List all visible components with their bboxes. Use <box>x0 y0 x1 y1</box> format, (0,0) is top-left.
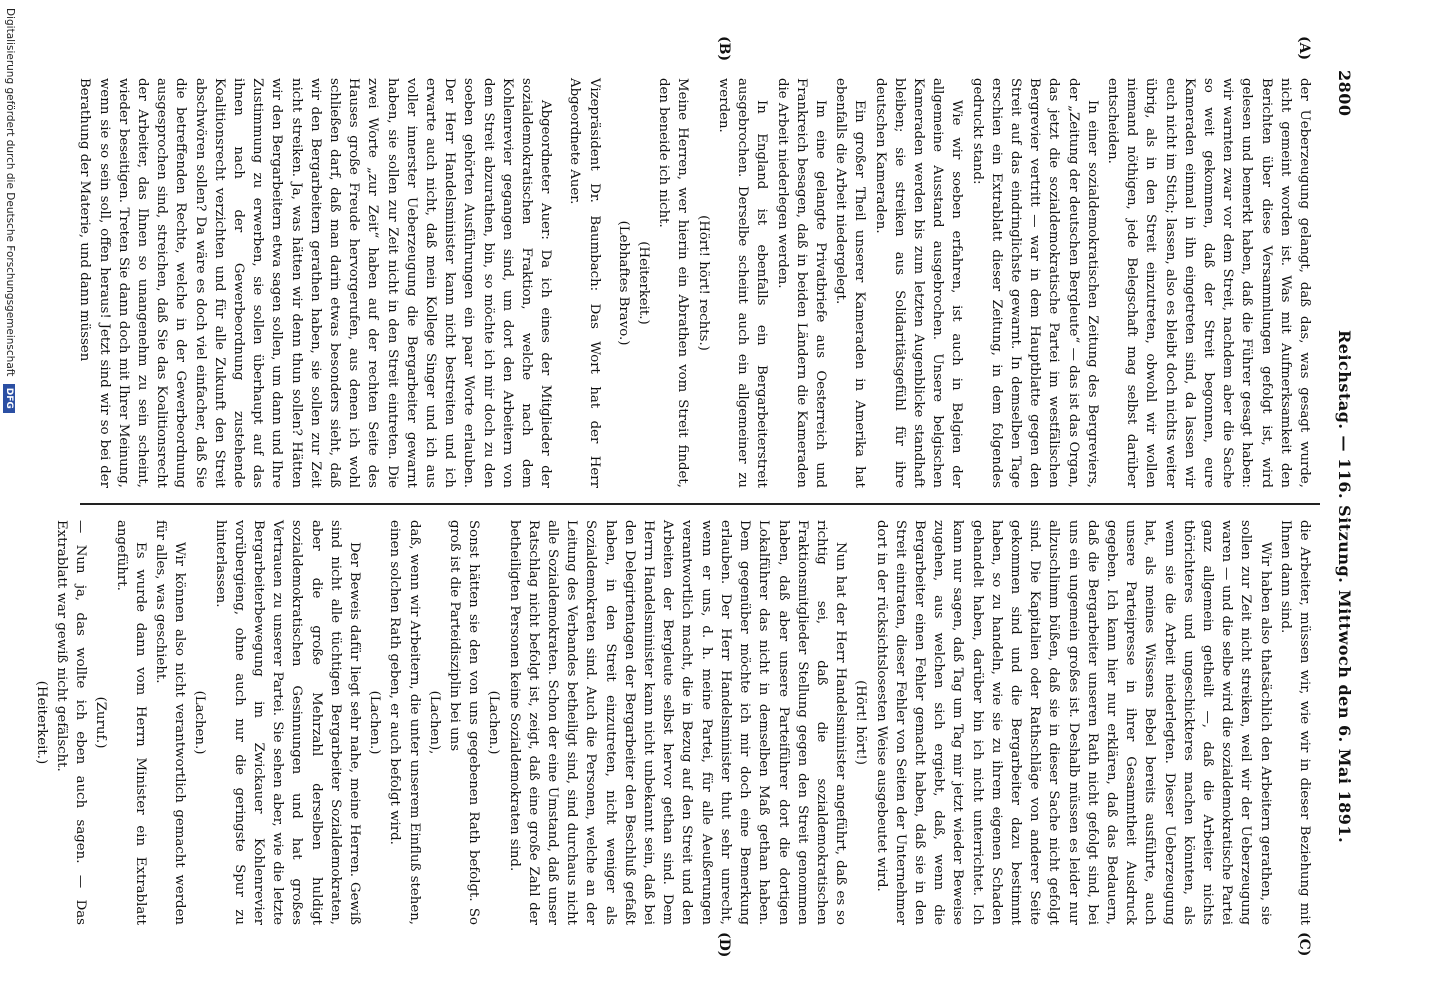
speaker-paragraph: Vizepräsident Dr. Baumbach: Das Wort hat der Herr Abgeordnete Auer. <box>567 78 602 488</box>
paragraph: Meine Herren, wer hierin ein Abrathen vom Streit findet, den beneide ich nicht. <box>656 78 691 488</box>
quoted-paragraph: Im eine gelangte Privatbriefe aus Oesterreich und Frankreich besagen, daß in beiden Ländern die Kameraden die Arbeit niederlegen werden. <box>774 78 828 488</box>
credit-text: Digitalisierung gefördert durch die Deutsche Forschungsgemeinschaft <box>4 8 16 377</box>
margin-marker-b: (B) <box>716 36 732 62</box>
speaker-paragraph: Abgeordneter Auer: Da ich eines der Mitglieder der sozialdemokratischen Fraktion, welche nach dem Kohlenrevier gegangen sind, um dort den Arbeitern von dem Streit abzurathen, bin, so möchte ich mir doch zu den soeben gehörten Ausführungen ein paar Worte erlauben. Der Herr Handelsminister kann nicht bestreiten und ich erwarte auch nicht, daß mein Kollege Singer und ich aus voller innerster Ueberzeugung die Bergarbeiter gewarnt haben, sie sollen zur Zeit nicht in den Streit eintreten. Die zwei Worte „zur Zeit“ haben auf der rechten Seite des Hauses große Freude hervorgerufen, aus denen ich wohl schließen darf, daß man darin etwas besonders sieht, daß wir den Bergarbeitern gerathen haben, sie sollen zur Zeit nicht streiken. Ja, was hätten wir denn thun sollen? Hätten wir den Bergarbeitern etwa sagen sollen, um dann und Ihre Zustimmung zu erwerben, sie sollen überhaupt auf das ihnen nach der Gewerbeordnung zustehende Koalitionsrecht verzichten und für alle Zukunft den Streit abschwören sollen? Da wäre es doch viel einfacher, daß Sie die betreffenden Rechte, welche in der Gewerbeordnung ausgesprochen sind, streichen, daß Sie das Koalitionsrecht der Arbeiter, das Ihnen so unangenehm zu sein scheint, wieder beseitigen. Treten Sie dann doch mit Ihrer Meinung, wenn sie so sein soll, offen heraus! Jetzt sind wir so bei der Berathung der Materie, und dann müssen <box>77 78 554 488</box>
paragraph: Sonst hätten sie den von uns gegebenen Rath befolgt. So groß ist die Parteidisziplin bei uns <box>447 520 482 925</box>
page-number: 2800 <box>1335 70 1354 117</box>
paragraph: der Ueberzeugung gelangt, daß das, was gesagt wurde, nicht gemeint worden ist. Was mit Aufmerksamkeit den Berichten über diese Versammlungen gefolgt ist, wird gelesen und bemerkt haben, daß die Führer gesagt haben: wir warnten zwar vor dem Streit, nachdem aber die Sache so weit gekommen, daß der Streit begonnen, eure Kameraden einmal in ihn eingetreten sind, da lassen wir euch nicht im Stich; lassen, also es bleibt doch nichts weiter übrig, als in den Streit einzutreten, obwohl wir wollen niemand nöthigen, jede Belegschaft mag selbst darüber entscheiden. <box>1104 78 1312 488</box>
left-column <box>74 78 1314 488</box>
margin-marker-c: (C) <box>1296 932 1312 957</box>
quoted-paragraph: Ein großer Theil unserer Kameraden in Amerika hat ebenfalls die Arbeit niedergelegt. <box>833 78 868 488</box>
paragraph: Es wurde dann vom Herrn Minister ein Extrablatt angeführt. <box>113 520 148 925</box>
interjection: (Lachen), <box>426 690 442 755</box>
margin-marker-d: (D) <box>716 932 732 958</box>
interjection: (Lachen.) <box>192 690 208 755</box>
paragraph: Wir können also nicht verantwortlich gemacht werden für alles, was geschieht. <box>153 520 188 925</box>
interjection: (Zuruf.) <box>93 696 109 749</box>
page-header-title: Reichstag. — 116. Sitzung. <box>1335 330 1354 584</box>
interjection: (Lebhaftes Bravo.) <box>615 220 631 346</box>
page-header-date: Mittwoch den 6. Mai 1891. <box>1335 590 1354 844</box>
margin-marker-a: (A) <box>1296 36 1312 61</box>
quoted-paragraph: In England ist ebenfalls ein Bergarbeiterstreit ausgebrochen. Derselbe scheint auch ein allgemeiner zu werden. <box>715 78 770 488</box>
interjection: (Lachen.) <box>486 690 502 755</box>
paragraph: Nun hat der Herr Handelsminister angeführt, daß es so richtig sei, daß die sozialdemokratischen Fraktionsmitglieder Stellung gegen den Streit genommen haben, daß aber unsere Parteiführer dort die dortigen Lokalführer das nicht in demselben Maß gethan haben. Dem gegenüber möchte ich mir doch eine Bemerkung erlauben. Der Herr Handelsminister thut sehr unrecht, wenn er uns, d. h. meine Partei, für alle Aeußerungen verantwortlich macht, die in Bezug auf den Streit und den Arbeiten der Bergleute selbst hervor gethan sind. Dem Herrn Handelsminister kann nicht unbekannt sein, daß bei den Delegirtentagen der Bergarbeiter den Beschluß gefaßt haben, in den Streit einzutreten, nicht weniger als Sozialdemokraten sind. Auch die Personen, welche an der Leitung des Verbandes betheiligt sind, sind durchaus nicht alle Sozialdemokraten. Schon der eine Umstand, daß unser Ratschlag nicht befolgt ist, zeigt, daß eine große Zahl der betheiligten Personen keine Sozialdemokraten sind. <box>506 520 849 925</box>
interjection: (Heiterkeit.) <box>636 241 652 325</box>
right-column <box>31 520 1314 925</box>
interjection: (Hört! hört!) <box>853 680 869 765</box>
dfg-logo: DFG <box>3 384 15 413</box>
paragraph: daß, wenn wir Arbeitern, die unter unserem Einfluß stehen, einen solchen Rath geben, er auch befolgt wird. <box>387 520 422 925</box>
interjection: (Lachen.) <box>367 690 383 755</box>
paragraph: die Arbeiter, müssen wir, wie wir in dieser Beziehung mit Ihnen dann sind. <box>1277 520 1312 925</box>
paragraph: In einer sozialdemokratischen Zeitung des Bergreviers, der „Zeitung der deutschen Bergleute“ — das ist das Organ, das jetzt die sozialdemokratische Partei im westfälischen Bergrevier vertritt — war in dem Hauptblatte gegen den Streit auf das eindringlichste gewarnt. In demselben Tage erschien ein Extrablatt dieser Zeitung, in dem folgendes gedruckt stand: <box>969 78 1100 488</box>
interjection: (Heiterkeit.) <box>33 680 49 765</box>
interjection: (Hört! hört! rechts.) <box>695 215 711 351</box>
digitization-credit <box>3 8 16 413</box>
paragraph: Der Beweis dafür liegt sehr nahe, meine Herren. Gewiß sind nicht alle tüchtigen Bergarbeiter Sozialdemokraten, aber die große Mehrzahl derselben huldigt sozialdemokratischen Gesinnungen und hat großes Vertrauen zu unserer Partei. Sie sehen aber, wie die letzte Bergarbeiterbewegung im Zwickauer Kohlenrevier vorübergieng, ohne auch nur die geringste Spur zu hinterlassen. <box>212 520 363 925</box>
quoted-paragraph: Wie wir soeben erfahren, ist auch in Belgien der allgemeine Ausstand ausgebrochen. Unsere belgischen Kameraden werden bis zum letzten Augenblicke standhaft bleiben; sie streiken aus Solidaritätsgefühl für ihre deutschen Kameraden. <box>872 78 965 488</box>
column-divider <box>80 503 1320 505</box>
paragraph: Wir haben also thatsächlich den Arbeitern gerathen, sie sollen zur Zeit nicht streiken, weil wir der Ueberzeugung waren — und die selbe wird die sozialdemokratische Partei ganz allgemein getheilt —, daß die Arbeiter nichts thörichteres und ungeschickteres machen könnten, als wenn sie die Arbeit niederlegten. Dieser Ueberzeugung hat, als meines Wissens Bebel bereits ausführte, auch unsere Parteipresse in ihrer Gesammtheit Ausdruck gegeben. Ich kann hier nur erklären, daß das Bedauern, daß die Bergarbeiter unseren Rath nicht gefolgt sind, bei uns ein ungemein großes ist. Deshalb müssen es leider nur allzuschlimm büßen, daß sie in dieser Sache nicht gefolgt sind. Die Kapitalien oder Rathschläge von anderer Seite gekommen sind und die Bergarbeiter dazu bestimmt haben, so zu handeln, wie sie zu ihrem eigenen Schaden gehandelt haben, darüber bin ich nicht unterrichtet. Ich kann nur sagen, daß Tag um Tag mir jetzt wieder Beweise zugehen, aus welchen sich ergiebt, daß, wenn die Bergarbeiter einen Fehler gemacht haben, daß sie in den Streit eintraten, dieser Fehler von Seiten der Unternehmer dort in der rücksichtslosesten Weise ausgebeutet wird. <box>873 520 1273 925</box>
paragraph: — Nun ja, das wollte ich eben auch sagen. — Das Extrablatt war gewiß nicht gefälscht. <box>54 520 89 925</box>
